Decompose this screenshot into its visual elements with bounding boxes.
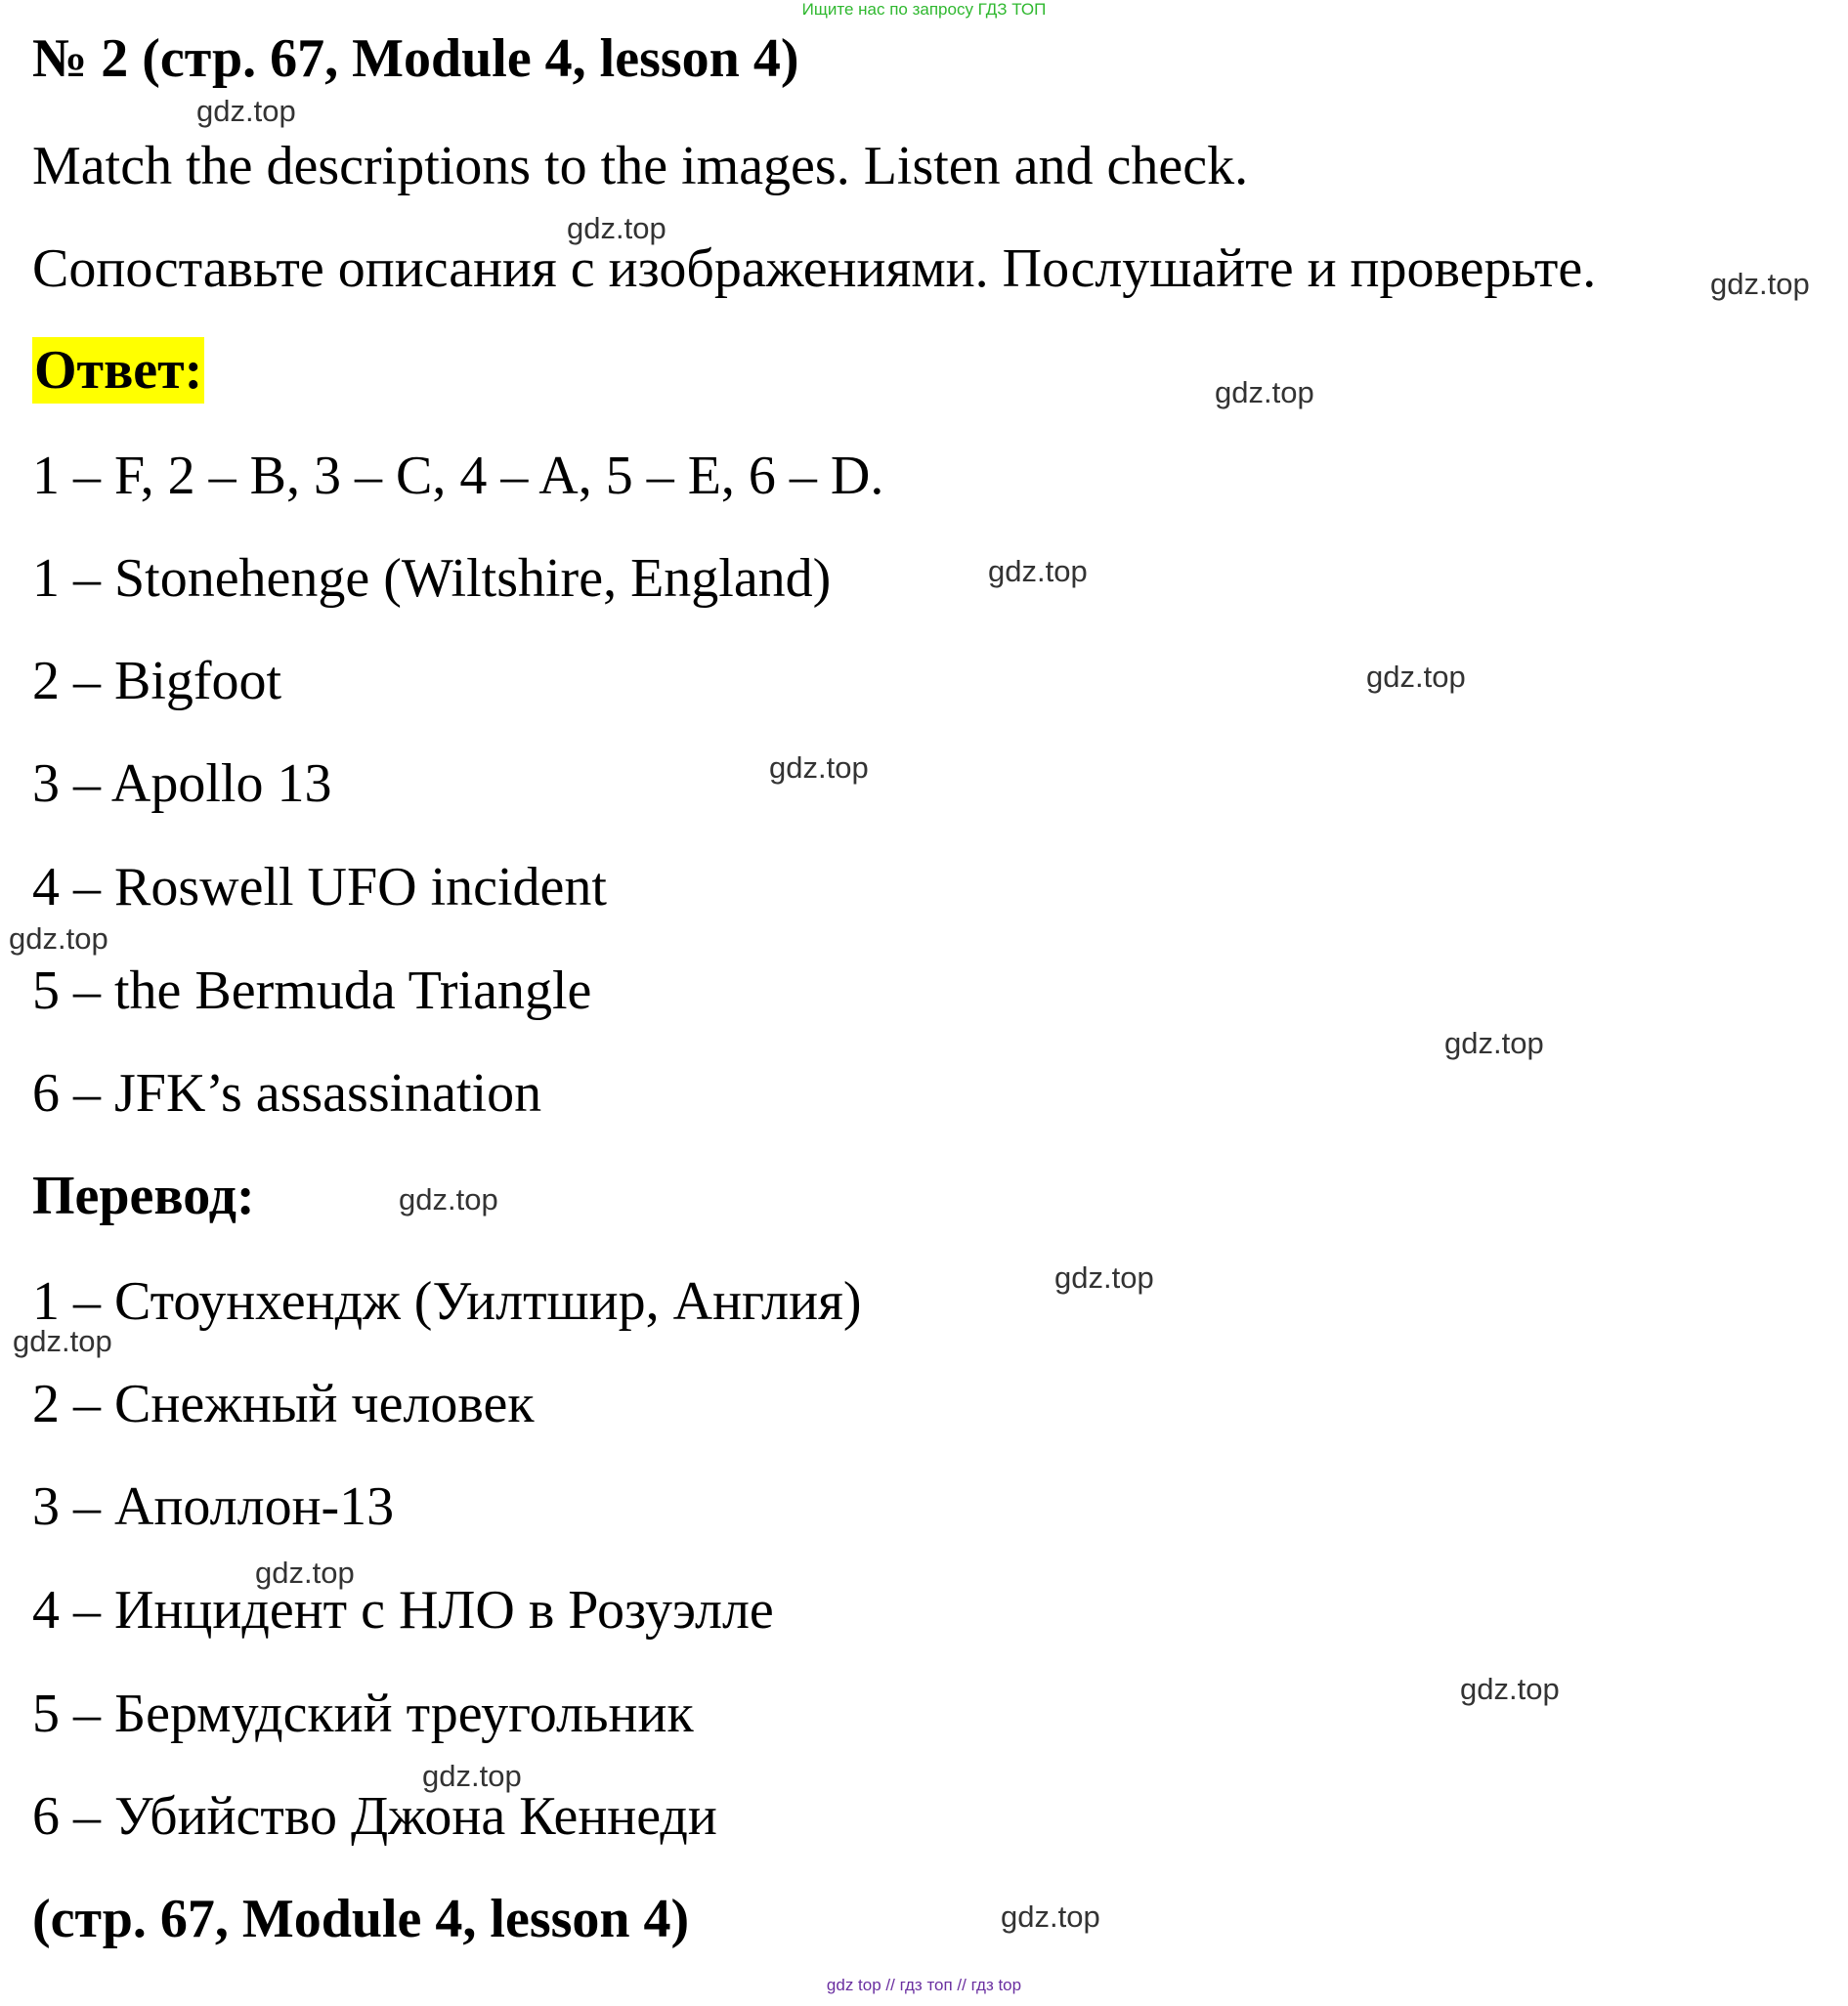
footer-reference: (стр. 67, Module 4, lesson 4)	[32, 1889, 690, 1949]
watermark-text: gdz.top	[422, 1759, 522, 1793]
translation-item: 2 – Снежный человек	[32, 1374, 535, 1434]
watermark-text: gdz.top	[567, 211, 666, 245]
answer-item: 4 – Roswell UFO incident	[32, 857, 607, 918]
watermark-text: gdz.top	[1054, 1260, 1154, 1295]
translation-item: 3 – Аполлон-13	[32, 1476, 395, 1537]
answer-key: 1 – F, 2 – B, 3 – C, 4 – A, 5 – E, 6 – D.	[32, 446, 884, 506]
answer-item: 5 – the Bermuda Triangle	[32, 960, 592, 1021]
top-banner[interactable]: Ищите нас по запросу ГДЗ ТОП	[801, 0, 1047, 19]
watermark-text: gdz.top	[1460, 1672, 1560, 1706]
watermark-text: gdz.top	[1001, 1899, 1100, 1934]
answer-label: Ответ:	[32, 337, 204, 404]
watermark-text: gdz.top	[196, 94, 296, 128]
footer-banner[interactable]: gdz top // гдз топ // гдз top	[826, 1976, 1022, 1994]
translation-item: 1 – Стоунхендж (Уилтшир, Англия)	[32, 1271, 862, 1332]
watermark-text: gdz.top	[399, 1182, 498, 1216]
answer-item: 6 – JFK’s assassination	[32, 1063, 542, 1124]
watermark-text: gdz.top	[255, 1556, 355, 1590]
watermark-text: gdz.top	[769, 750, 869, 785]
watermark-text: gdz.top	[1710, 267, 1810, 301]
watermark-text: gdz.top	[13, 1324, 112, 1358]
answer-item: 1 – Stonehenge (Wiltshire, England)	[32, 548, 832, 609]
watermark-text: gdz.top	[1366, 660, 1466, 694]
translation-item: 5 – Бермудский треугольник	[32, 1684, 694, 1744]
watermark-text: gdz.top	[988, 554, 1088, 588]
watermark-text: gdz.top	[1215, 375, 1314, 409]
translation-label: Перевод:	[32, 1166, 255, 1226]
answer-item: 2 – Bigfoot	[32, 651, 282, 711]
task-russian: Сопоставьте описания с изображениями. Послушайте и проверьте.	[32, 238, 1597, 299]
answer-item: 3 – Apollo 13	[32, 753, 332, 814]
watermark-text: gdz.top	[9, 921, 108, 956]
watermark-text: gdz.top	[1444, 1026, 1544, 1060]
task-english: Match the descriptions to the images. Listen and check.	[32, 136, 1249, 196]
translation-item: 4 – Инцидент с НЛО в Розуэлле	[32, 1580, 774, 1641]
translation-item: 6 – Убийство Джона Кеннеди	[32, 1786, 717, 1847]
page-title: № 2 (стр. 67, Module 4, lesson 4)	[32, 28, 799, 89]
